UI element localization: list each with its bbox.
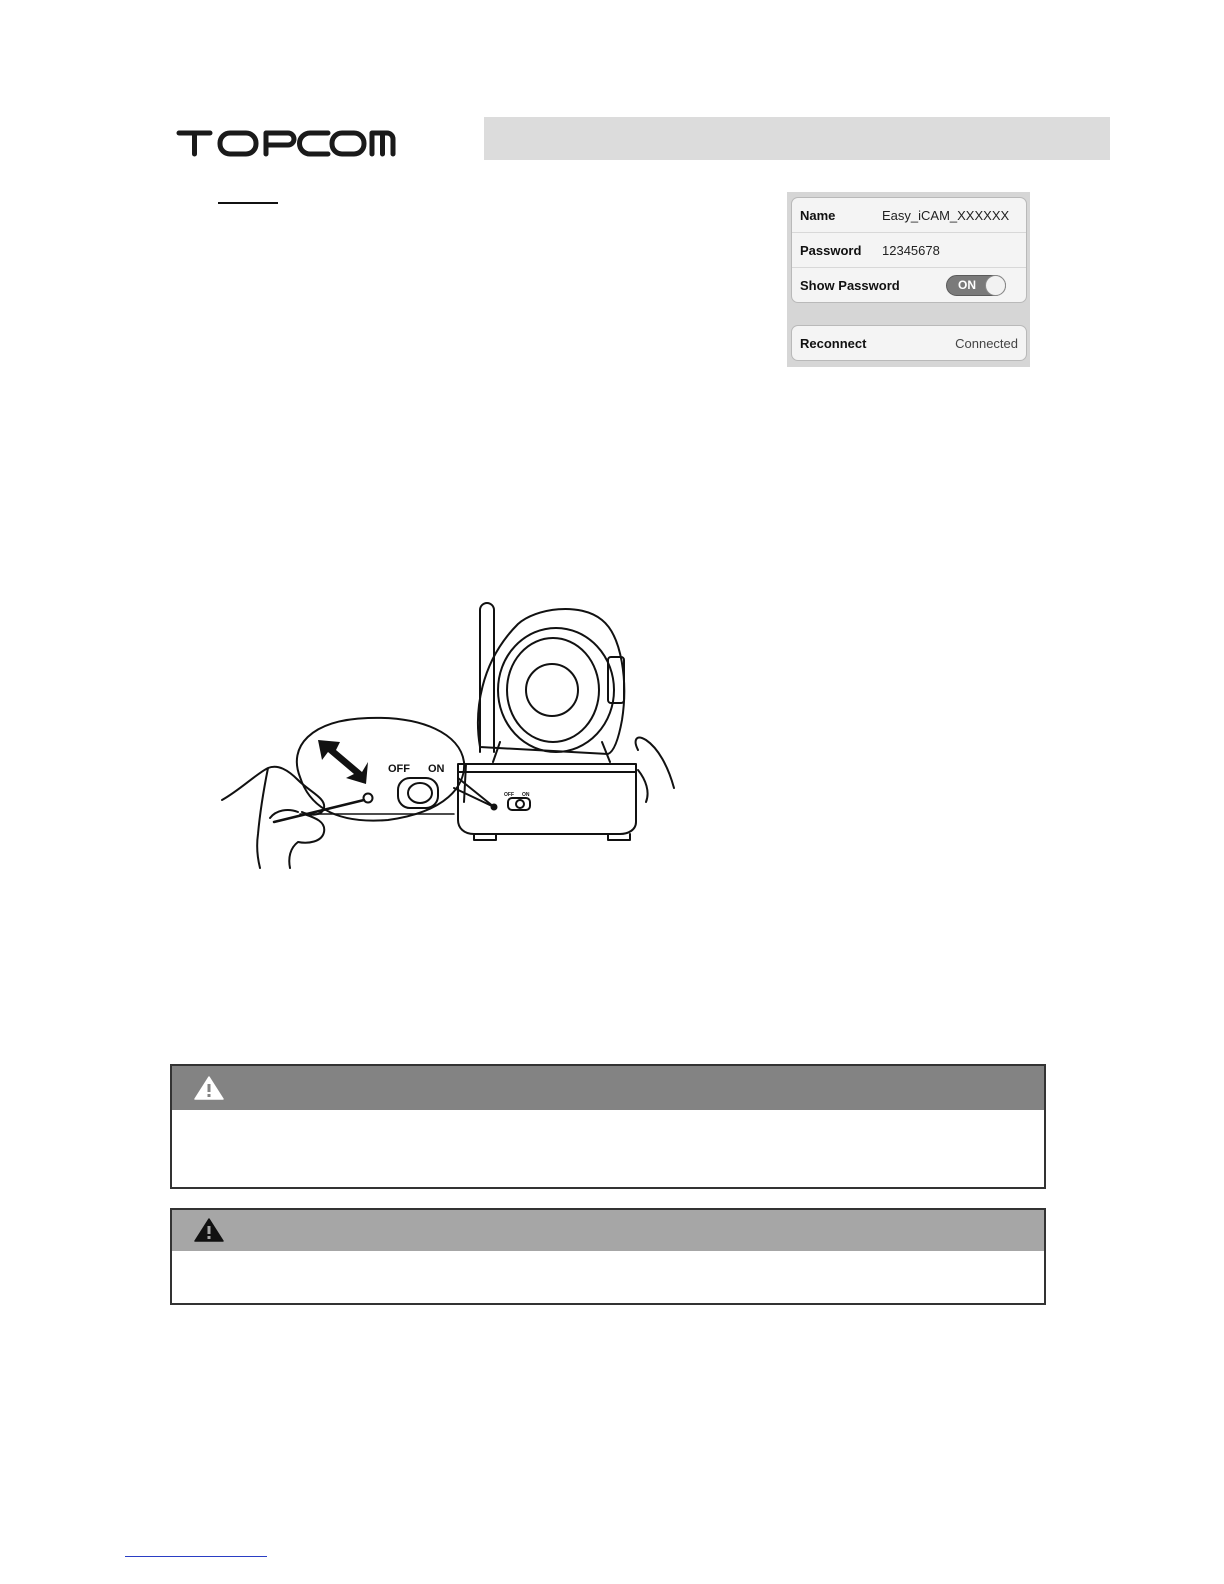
callout-on-label: ON: [428, 763, 445, 775]
reconnect-label: Reconnect: [800, 335, 867, 351]
wifi-settings-screenshot: [787, 192, 1030, 367]
camera-reset-illustration: [218, 602, 684, 870]
network-settings-group: [791, 197, 1027, 303]
toggle-knob: [985, 275, 1006, 296]
reconnect-row[interactable]: [792, 326, 1026, 360]
topcom-logo: [176, 124, 398, 164]
warning-box-2: [170, 1208, 1046, 1305]
camera-head: [478, 609, 624, 754]
reconnect-group: [791, 325, 1027, 361]
show-password-toggle[interactable]: [946, 275, 1006, 296]
password-value: 12345678: [882, 242, 940, 258]
header-band: [484, 117, 1110, 160]
reconnect-status: Connected: [955, 335, 1018, 351]
warning-box-1: [170, 1064, 1046, 1189]
section-underline: [218, 202, 278, 204]
device-off-label: OFF: [504, 792, 514, 798]
show-password-row: [792, 268, 1026, 302]
name-row: [792, 198, 1026, 233]
password-label: Password: [800, 242, 862, 258]
name-label: Name: [800, 207, 836, 223]
name-value: Easy_iCAM_XXXXXX: [882, 207, 1010, 223]
antenna: [480, 603, 494, 752]
footer-link-underline[interactable]: [125, 1556, 267, 1557]
warning-triangle-icon: [194, 1076, 224, 1100]
warning-header-1: [172, 1066, 1044, 1110]
show-password-label: Show Password: [800, 277, 900, 293]
warning-triangle-icon: [194, 1218, 224, 1242]
press-arrow-icon: [318, 740, 368, 784]
callout-off-label: OFF: [388, 763, 410, 775]
password-row: [792, 233, 1026, 268]
device-on-label: ON: [522, 792, 530, 798]
toggle-state: ON: [958, 278, 976, 292]
warning-header-2: [172, 1210, 1044, 1251]
